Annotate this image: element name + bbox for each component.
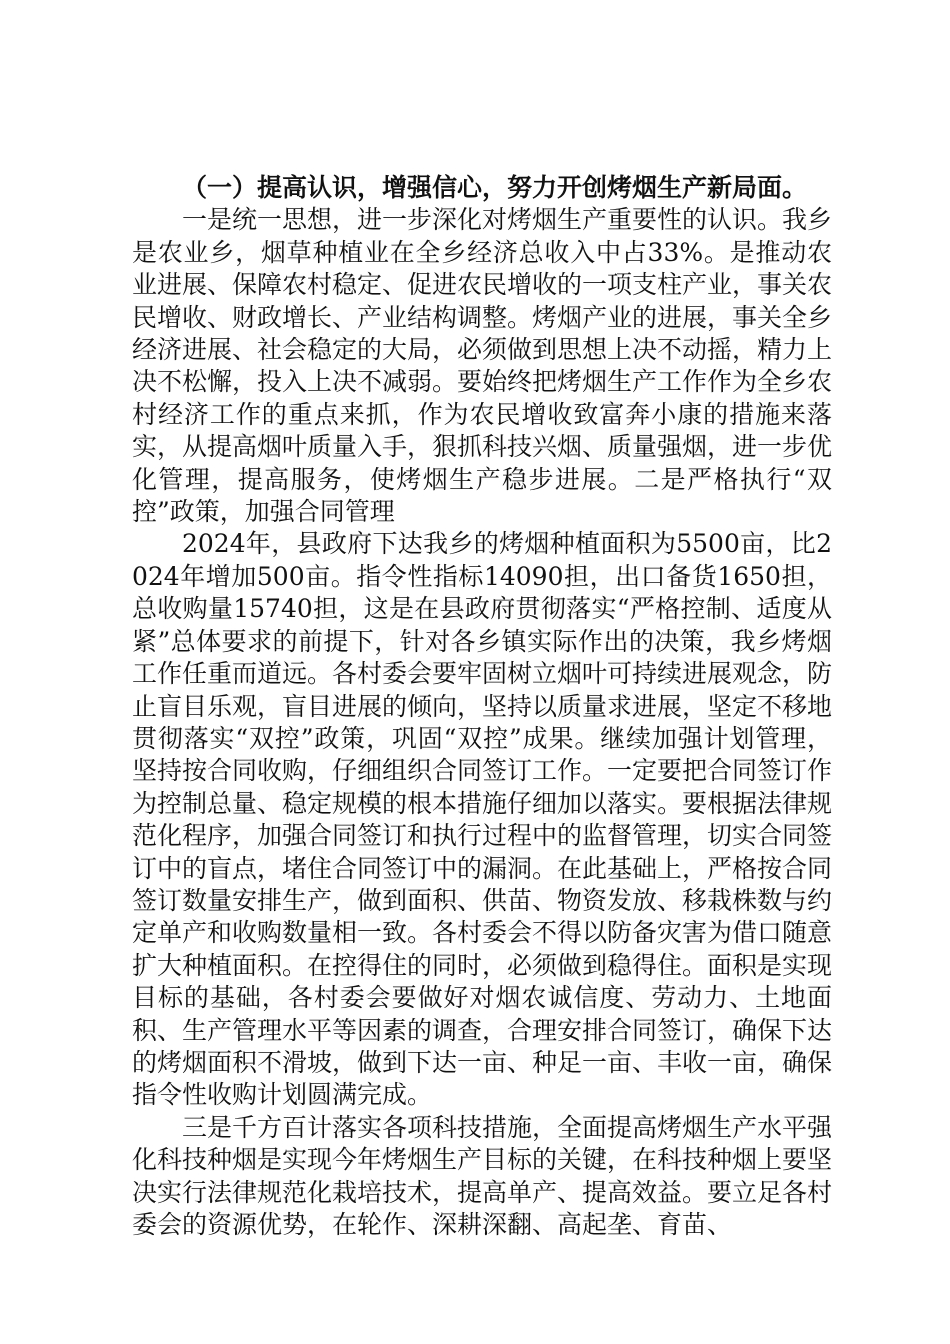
paragraph-planting-targets: 2024年，县政府下达我乡的烤烟种植面积为5500亩，比2024年增加500亩。指令性指标14090担，出口备货1650担，总收购量15740担，这是在县政府贯彻落实“严格控制、适度从紧”总体要求的前提下，针对各乡镇实际作出的决策，我乡烤烟工作任重而道远。各村委会要牢固树立烟叶可持续进展观念，防止盲目乐观，盲目进展的倾向，坚持以质量求进展，坚定不移地贯彻落实“双控”政策，巩固“双控”成果。继续加强计划管理，坚持按合同收购，仔细组织合同签订工作。一定要把合同签订作为控制总量、稳定规模的根本措施仔细加以落实。要根据法律规范化程序，加强合同签订和执行过程中的监督管理，切实合同签订中的盲点，堵住合同签订中的漏洞。在此基础上，严格按合同签订数量安排生产，做到面积、供苗、物资发放、移栽株数与约定单产和收购数量相一致。各村委会不得以防备灾害为借口随意扩大种植面积。在控得住的同时，必须做到稳得住。面积是实现目标的基础，各村委会要做好对烟农诚信度、劳动力、土地面积、生产管理水平等因素的调查，合理安排合同签订，确保下达的烤烟面积不滑坡，做到下达一亩、种足一亩、丰收一亩，确保指令性收购计划圆满完成。 (132, 529, 833, 1110)
document-page (132, 172, 832, 1241)
paragraph-unified-thinking: 一是统一思想，进一步深化对烤烟生产重要性的认识。我乡是农业乡，烟草种植业在全乡经济总收入中占33%。是推动农业进展、保障农村稳定、促进农民增收的一项支柱产业，事关农民增收、财政增长、产业结构调整。烤烟产业的进展，事关全乡经济进展、社会稳定的大局，必须做到思想上决不动摇，精力上决不松懈，投入上决不减弱。要始终把烤烟生产工作作为全乡农村经济工作的重点来抓，作为农民增收致富奔小康的措施来落实，从提高烟叶质量入手，狠抓科技兴烟、质量强烟，进一步优化管理，提高服务，使烤烟生产稳步进展。二是严格执行“双控”政策，加强合同管理 (132, 205, 833, 527)
section-heading: （一）提高认识，增强信心，努力开创烤烟生产新局面。 (182, 173, 808, 202)
paragraph-technology-measures: 三是千方百计落实各项科技措施，全面提高烤烟生产水平强化科技种烟是实现今年烤烟生产目标的关键，在科技种烟上要坚决实行法律规范化栽培技术，提高单产、提高效益。要立足各村委会的资源优势，在轮作、深耕深翻、高起垄、育苗、 (132, 1112, 833, 1239)
